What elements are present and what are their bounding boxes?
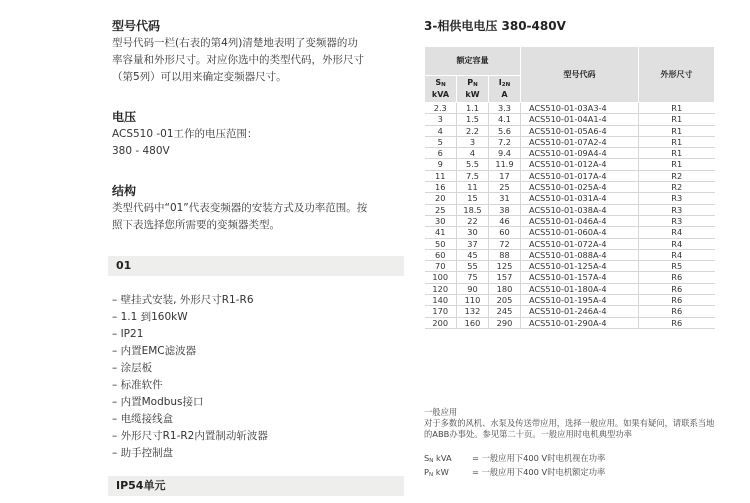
cell-frame: R6 bbox=[639, 272, 715, 283]
cell-frame: R6 bbox=[639, 317, 715, 328]
cell-frame: R4 bbox=[639, 238, 715, 249]
section-type-code bbox=[112, 18, 404, 86]
cell-frame: R3 bbox=[639, 193, 715, 204]
cell-type-code: ACS510-01-157A-4 bbox=[521, 272, 639, 283]
cell-type-code: ACS510-01-195A-4 bbox=[521, 295, 639, 306]
ratings-table bbox=[424, 46, 715, 329]
cell-type-code: ACS510-01-017A-4 bbox=[521, 170, 639, 181]
cell-sn: 9 bbox=[425, 159, 457, 170]
list-item: – IP21 bbox=[112, 328, 144, 340]
cell-type-code: ACS510-01-060A-4 bbox=[521, 227, 639, 238]
table-row bbox=[425, 193, 715, 204]
cell-sn: 30 bbox=[425, 215, 457, 226]
cell-pn: 1.1 bbox=[457, 103, 489, 114]
cell-frame: R1 bbox=[639, 136, 715, 147]
table-row bbox=[425, 272, 715, 283]
table-row bbox=[425, 125, 715, 136]
cell-type-code: ACS510-01-046A-4 bbox=[521, 215, 639, 226]
table-row bbox=[425, 114, 715, 125]
table-row bbox=[425, 295, 715, 306]
section-title: 电压 bbox=[112, 110, 137, 124]
cell-frame: R1 bbox=[639, 159, 715, 170]
cell-sn: 2.3 bbox=[425, 103, 457, 114]
cell-sn: 200 bbox=[425, 317, 457, 328]
cell-i2n: 9.4 bbox=[489, 148, 521, 159]
cell-frame: R6 bbox=[639, 295, 715, 306]
cell-frame: R1 bbox=[639, 114, 715, 125]
left-column bbox=[112, 18, 404, 257]
cell-type-code: ACS510-01-025A-4 bbox=[521, 182, 639, 193]
cell-frame: R6 bbox=[639, 306, 715, 317]
cell-type-code: ACS510-01-012A-4 bbox=[521, 159, 639, 170]
section-body: ACS510 -01工作的电压范围： 380 - 480V bbox=[112, 128, 258, 157]
table-row bbox=[425, 215, 715, 226]
cell-type-code: ACS510-01-09A4-4 bbox=[521, 148, 639, 159]
list-item: – 内置Modbus接口 bbox=[112, 396, 204, 408]
cell-frame: R1 bbox=[639, 103, 715, 114]
table-row bbox=[425, 317, 715, 328]
cell-pn: 75 bbox=[457, 272, 489, 283]
cell-sn: 140 bbox=[425, 295, 457, 306]
section-title: 结构 bbox=[112, 184, 137, 198]
notes-heading: 一般应用 bbox=[424, 407, 458, 417]
list-item: – 内置EMC滤波器 bbox=[112, 345, 197, 357]
table-row bbox=[425, 136, 715, 147]
list-item: – 1.1 到160kW bbox=[112, 311, 188, 323]
section-body: 型号代码一栏(右表的第4列)清楚地表明了变频器的功 率容量和外形尺寸。对应你选中的类型代码，外形尺寸 （第5列）可以用来确定变频器尺寸。 bbox=[112, 37, 364, 83]
header-type-code: 型号代码 bbox=[521, 47, 639, 103]
cell-i2n: 7.2 bbox=[489, 136, 521, 147]
cell-type-code: ACS510-01-03A3-4 bbox=[521, 103, 639, 114]
cell-pn: 4 bbox=[457, 148, 489, 159]
cell-pn: 160 bbox=[457, 317, 489, 328]
cell-sn: 100 bbox=[425, 272, 457, 283]
cell-pn: 55 bbox=[457, 261, 489, 272]
cell-type-code: ACS510-01-05A6-4 bbox=[521, 125, 639, 136]
legend-sn: $S_N$ kVA = 一般应用下400 V时电机视在功率 bbox=[424, 453, 606, 464]
cell-pn: 22 bbox=[457, 215, 489, 226]
notes bbox=[424, 407, 716, 481]
header-sn: $S_N$ kVA bbox=[425, 76, 457, 103]
cell-sn: 4 bbox=[425, 125, 457, 136]
cell-i2n: 245 bbox=[489, 306, 521, 317]
cell-pn: 11 bbox=[457, 182, 489, 193]
cell-pn: 110 bbox=[457, 295, 489, 306]
cell-type-code: ACS510-01-04A1-4 bbox=[521, 114, 639, 125]
cell-sn: 20 bbox=[425, 193, 457, 204]
section-voltage bbox=[112, 109, 404, 160]
notes-body: 对于多数的风机、水泵及传送带应用，选择一般应用。如果有疑问，请联系当地的ABB办事处。参见第二十页。一般应用时电机典型功率 bbox=[424, 418, 715, 439]
cell-i2n: 38 bbox=[489, 204, 521, 215]
bar-01: 01 bbox=[108, 256, 404, 276]
list-item: – 电缆接线盒 bbox=[112, 413, 174, 425]
cell-frame: R3 bbox=[639, 215, 715, 226]
cell-i2n: 25 bbox=[489, 182, 521, 193]
cell-i2n: 125 bbox=[489, 261, 521, 272]
cell-i2n: 205 bbox=[489, 295, 521, 306]
table-row bbox=[425, 159, 715, 170]
cell-sn: 11 bbox=[425, 170, 457, 181]
cell-frame: R4 bbox=[639, 249, 715, 260]
header-frame-size: 外形尺寸 bbox=[639, 47, 715, 103]
cell-i2n: 31 bbox=[489, 193, 521, 204]
cell-sn: 120 bbox=[425, 283, 457, 294]
header-rated-capacity: 额定容量 bbox=[425, 47, 521, 76]
table-row bbox=[425, 238, 715, 249]
right-column bbox=[424, 18, 714, 329]
cell-pn: 3 bbox=[457, 136, 489, 147]
cell-sn: 5 bbox=[425, 136, 457, 147]
cell-sn: 41 bbox=[425, 227, 457, 238]
cell-sn: 170 bbox=[425, 306, 457, 317]
table-row bbox=[425, 283, 715, 294]
cell-pn: 30 bbox=[457, 227, 489, 238]
list-item: – 壁挂式安装, 外形尺寸R1-R6 bbox=[112, 294, 254, 306]
table-row bbox=[425, 182, 715, 193]
cell-frame: R3 bbox=[639, 204, 715, 215]
cell-pn: 1.5 bbox=[457, 114, 489, 125]
cell-pn: 18.5 bbox=[457, 204, 489, 215]
cell-pn: 7.5 bbox=[457, 170, 489, 181]
section-structure bbox=[112, 183, 404, 234]
cell-frame: R1 bbox=[639, 125, 715, 136]
table-row bbox=[425, 170, 715, 181]
cell-type-code: ACS510-01-246A-4 bbox=[521, 306, 639, 317]
legend-pn: $P_N$ kW = 一般应用下400 V时电机额定功率 bbox=[424, 467, 606, 478]
cell-sn: 70 bbox=[425, 261, 457, 272]
cell-type-code: ACS510-01-125A-4 bbox=[521, 261, 639, 272]
list-item: – 助手控制盘 bbox=[112, 447, 174, 459]
cell-frame: R6 bbox=[639, 283, 715, 294]
cell-pn: 2.2 bbox=[457, 125, 489, 136]
cell-i2n: 5.6 bbox=[489, 125, 521, 136]
cell-type-code: ACS510-01-180A-4 bbox=[521, 283, 639, 294]
cell-i2n: 72 bbox=[489, 238, 521, 249]
table-row bbox=[425, 261, 715, 272]
cell-i2n: 157 bbox=[489, 272, 521, 283]
table-row bbox=[425, 103, 715, 114]
cell-pn: 15 bbox=[457, 193, 489, 204]
cell-i2n: 3.3 bbox=[489, 103, 521, 114]
cell-frame: R5 bbox=[639, 261, 715, 272]
cell-frame: R1 bbox=[639, 148, 715, 159]
cell-i2n: 17 bbox=[489, 170, 521, 181]
cell-sn: 16 bbox=[425, 182, 457, 193]
table-title: 3-相供电电压 380-480V bbox=[424, 19, 566, 33]
cell-pn: 90 bbox=[457, 283, 489, 294]
cell-i2n: 60 bbox=[489, 227, 521, 238]
cell-frame: R2 bbox=[639, 170, 715, 181]
cell-type-code: ACS510-01-07A2-4 bbox=[521, 136, 639, 147]
cell-i2n: 180 bbox=[489, 283, 521, 294]
table-row bbox=[425, 148, 715, 159]
cell-i2n: 88 bbox=[489, 249, 521, 260]
cell-pn: 37 bbox=[457, 238, 489, 249]
bar-ip54: IP54单元 bbox=[108, 476, 404, 496]
cell-i2n: 4.1 bbox=[489, 114, 521, 125]
cell-i2n: 11.9 bbox=[489, 159, 521, 170]
table-row bbox=[425, 306, 715, 317]
cell-frame: R2 bbox=[639, 182, 715, 193]
cell-pn: 5.5 bbox=[457, 159, 489, 170]
feature-list bbox=[112, 292, 404, 462]
cell-type-code: ACS510-01-038A-4 bbox=[521, 204, 639, 215]
cell-sn: 3 bbox=[425, 114, 457, 125]
cell-sn: 50 bbox=[425, 238, 457, 249]
section-body: 类型代码中“01”代表变频器的安装方式及功率范围。按 照下表选择您所需要的变频器类型。 bbox=[112, 202, 368, 231]
header-i2n: $I_{2N}$ A bbox=[489, 76, 521, 103]
cell-sn: 25 bbox=[425, 204, 457, 215]
cell-sn: 6 bbox=[425, 148, 457, 159]
cell-frame: R4 bbox=[639, 227, 715, 238]
cell-pn: 45 bbox=[457, 249, 489, 260]
list-item: – 涂层板 bbox=[112, 362, 153, 374]
cell-type-code: ACS510-01-290A-4 bbox=[521, 317, 639, 328]
cell-pn: 132 bbox=[457, 306, 489, 317]
cell-type-code: ACS510-01-031A-4 bbox=[521, 193, 639, 204]
cell-type-code: ACS510-01-072A-4 bbox=[521, 238, 639, 249]
cell-i2n: 46 bbox=[489, 215, 521, 226]
cell-sn: 60 bbox=[425, 249, 457, 260]
cell-type-code: ACS510-01-088A-4 bbox=[521, 249, 639, 260]
table-row bbox=[425, 204, 715, 215]
table-row bbox=[425, 249, 715, 260]
list-item: – 外形尺寸R1-R2内置制动斩波器 bbox=[112, 430, 268, 442]
section-title: 型号代码 bbox=[112, 19, 161, 33]
header-pn: $P_N$ kW bbox=[457, 76, 489, 103]
cell-i2n: 290 bbox=[489, 317, 521, 328]
list-item: – 标准软件 bbox=[112, 379, 163, 391]
table-row bbox=[425, 227, 715, 238]
